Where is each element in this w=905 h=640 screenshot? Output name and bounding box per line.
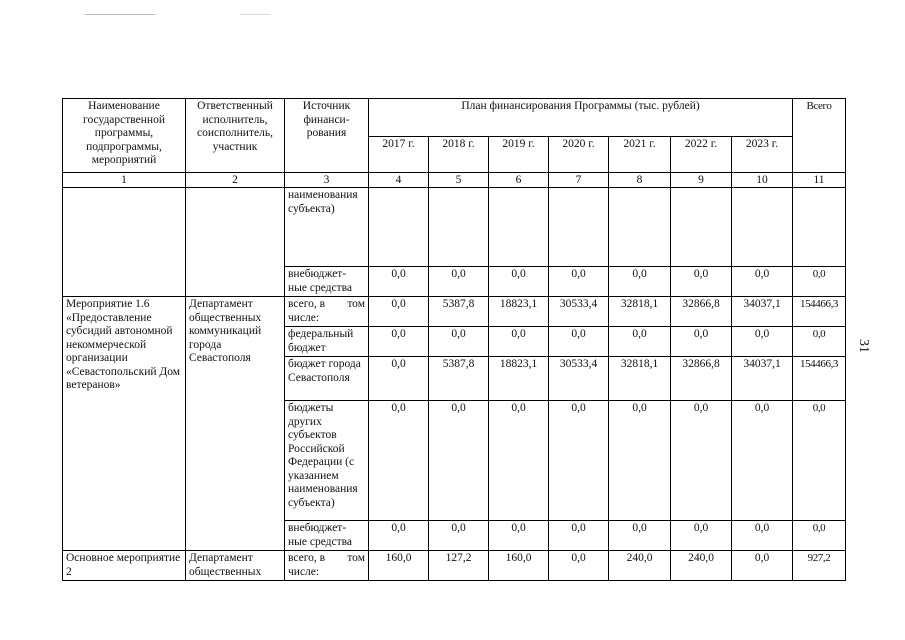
- header-year: 2017 г.: [369, 137, 429, 173]
- measure-1-6-responsible: Департамент общественных коммуникаций города Севастополя: [186, 297, 285, 551]
- source-text: числе:: [288, 565, 320, 578]
- value-cell: 18823,1: [489, 357, 549, 401]
- value-cell: 0,0: [671, 267, 732, 297]
- value-cell: 0,0: [549, 551, 609, 581]
- value-cell: 0,0: [369, 327, 429, 357]
- value-cell: 0,0: [732, 551, 793, 581]
- value-cell: 0,0: [369, 357, 429, 401]
- source-cell: [285, 551, 369, 581]
- source-cell: федеральный бюджет: [285, 327, 369, 357]
- total-cell: 0,0: [793, 521, 846, 551]
- value-cell: [489, 188, 549, 267]
- source-cell: [285, 297, 369, 327]
- column-number: 3: [285, 173, 369, 188]
- source-cell: внебюджет-ные средства: [285, 267, 369, 297]
- continued-responsible-cell: [186, 188, 285, 297]
- value-cell: 0,0: [429, 401, 489, 521]
- column-number: 6: [489, 173, 549, 188]
- value-cell: [369, 188, 429, 267]
- value-cell: 32818,1: [609, 297, 671, 327]
- measure-1-6-name: Мероприятие 1.6 «Предоставление субсидий автономной некоммерческой организации «Севастопольский Дом ветеранов»: [63, 297, 186, 551]
- value-cell: 32818,1: [609, 357, 671, 401]
- value-cell: 0,0: [369, 401, 429, 521]
- column-number: 8: [609, 173, 671, 188]
- total-cell: 154466,3: [793, 297, 846, 327]
- measure-2-name: Основное мероприятие 2: [63, 551, 186, 581]
- source-text: всего, в: [288, 552, 326, 564]
- value-cell: 0,0: [671, 521, 732, 551]
- value-cell: [793, 188, 846, 267]
- value-cell: 32866,8: [671, 297, 732, 327]
- value-cell: 0,0: [489, 521, 549, 551]
- value-cell: 18823,1: [489, 297, 549, 327]
- source-text: том: [347, 552, 365, 564]
- value-cell: 34037,1: [732, 297, 793, 327]
- value-cell: 0,0: [549, 401, 609, 521]
- value-cell: 0,0: [369, 521, 429, 551]
- source-text: всего, в: [288, 298, 326, 310]
- value-cell: 0,0: [671, 327, 732, 357]
- value-cell: 0,0: [732, 521, 793, 551]
- column-number: 9: [671, 173, 732, 188]
- value-cell: 160,0: [489, 551, 549, 581]
- value-cell: [671, 188, 732, 267]
- value-cell: 0,0: [549, 521, 609, 551]
- header-year: 2018 г.: [429, 137, 489, 173]
- value-cell: 0,0: [549, 327, 609, 357]
- column-number: 10: [732, 173, 793, 188]
- value-cell: [429, 188, 489, 267]
- value-cell: 240,0: [609, 551, 671, 581]
- value-cell: 0,0: [429, 267, 489, 297]
- value-cell: [549, 188, 609, 267]
- source-cell: бюджеты других субъектов Российской Федерации (с указанием наименования субъекта): [285, 401, 369, 521]
- header-plan: План финансирования Программы (тыс. рублей): [369, 99, 793, 137]
- total-cell: 154466,3: [793, 357, 846, 401]
- value-cell: 0,0: [429, 521, 489, 551]
- total-cell: 0,0: [793, 267, 846, 297]
- value-cell: 0,0: [732, 267, 793, 297]
- header-source: Источник финанси-рования: [285, 99, 369, 173]
- value-cell: 30533,4: [549, 357, 609, 401]
- value-cell: 0,0: [429, 327, 489, 357]
- header-year: 2021 г.: [609, 137, 671, 173]
- header-year: 2020 г.: [549, 137, 609, 173]
- scan-artifact-line: [240, 14, 270, 15]
- total-cell: 927,2: [793, 551, 846, 581]
- value-cell: 127,2: [429, 551, 489, 581]
- value-cell: 0,0: [489, 267, 549, 297]
- financing-table: [62, 98, 846, 581]
- header-year: 2023 г.: [732, 137, 793, 173]
- value-cell: 0,0: [609, 401, 671, 521]
- header-total: Всего: [793, 99, 846, 173]
- source-cell: бюджет города Севастополя: [285, 357, 369, 401]
- value-cell: 0,0: [369, 297, 429, 327]
- continued-program-cell: [63, 188, 186, 297]
- total-cell: 0,0: [793, 401, 846, 521]
- scan-artifact-line: [85, 14, 155, 15]
- column-number: 5: [429, 173, 489, 188]
- value-cell: 160,0: [369, 551, 429, 581]
- column-number: 7: [549, 173, 609, 188]
- column-number: 1: [63, 173, 186, 188]
- header-program: Наименование государственной программы, подпрограммы, мероприятий: [63, 99, 186, 173]
- value-cell: 0,0: [489, 401, 549, 521]
- value-cell: 0,0: [369, 267, 429, 297]
- value-cell: 0,0: [549, 267, 609, 297]
- value-cell: [732, 188, 793, 267]
- value-cell: 32866,8: [671, 357, 732, 401]
- value-cell: 0,0: [609, 327, 671, 357]
- value-cell: 0,0: [671, 401, 732, 521]
- value-cell: 30533,4: [549, 297, 609, 327]
- column-number: 4: [369, 173, 429, 188]
- value-cell: 0,0: [732, 327, 793, 357]
- value-cell: 0,0: [609, 267, 671, 297]
- value-cell: 0,0: [489, 327, 549, 357]
- column-number: 11: [793, 173, 846, 188]
- column-number: 2: [186, 173, 285, 188]
- source-cell: наименования субъекта): [285, 188, 369, 267]
- source-cell: внебюджет-ные средства: [285, 521, 369, 551]
- value-cell: 240,0: [671, 551, 732, 581]
- measure-2-responsible: Департамент общественных: [186, 551, 285, 581]
- value-cell: [609, 188, 671, 267]
- value-cell: 5387,8: [429, 297, 489, 327]
- value-cell: 0,0: [609, 521, 671, 551]
- source-text: том: [347, 298, 365, 310]
- source-text: числе:: [288, 311, 320, 324]
- header-responsible: Ответственный исполнитель, соисполнитель, участник: [186, 99, 285, 173]
- value-cell: 0,0: [732, 401, 793, 521]
- page-number: 31: [856, 339, 871, 353]
- value-cell: 34037,1: [732, 357, 793, 401]
- header-year: 2022 г.: [671, 137, 732, 173]
- total-cell: 0,0: [793, 327, 846, 357]
- header-year: 2019 г.: [489, 137, 549, 173]
- value-cell: 5387,8: [429, 357, 489, 401]
